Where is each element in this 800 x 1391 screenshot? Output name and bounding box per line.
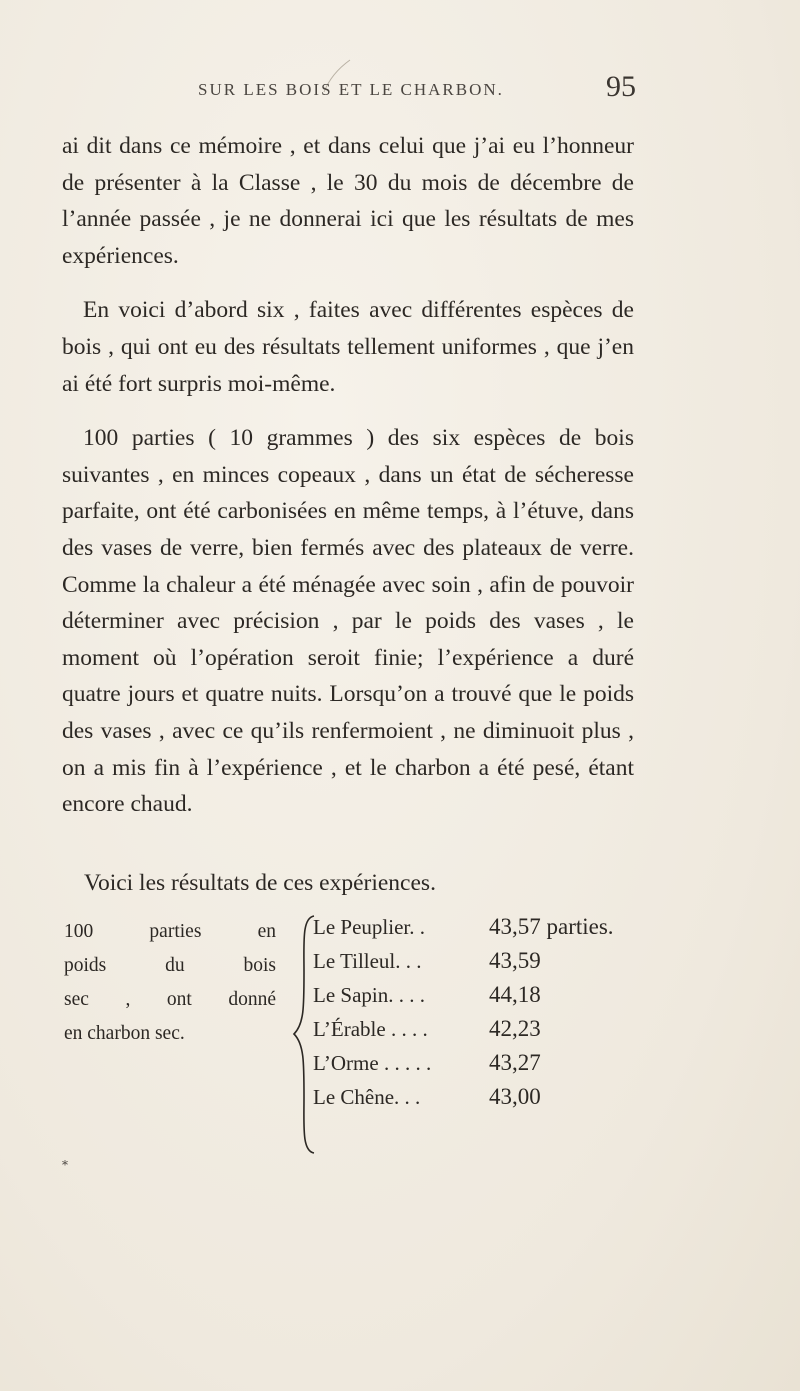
table-row bbox=[313, 1016, 663, 1050]
table-row bbox=[313, 914, 663, 948]
page-number: 95 bbox=[606, 70, 636, 103]
side-label-line: en charbon sec. bbox=[64, 1023, 185, 1044]
wood-name: Le Tilleul. . . bbox=[313, 949, 422, 973]
charcoal-value: 43,00 bbox=[489, 1084, 541, 1109]
side-label-line: 100 parties en bbox=[64, 921, 276, 942]
wood-name: L’Orme . . . . . bbox=[313, 1051, 432, 1075]
paragraph-3: 100 parties ( 10 grammes ) des six espèces de bois suivantes , en minces copeaux , dans un état de sécheresse parfaite, ont été carbonisées en même temps, à l’étuve, dans des vases de verre, bien fermés avec des plateaux de verre. Comme la chaleur a été ménagée avec soin , afin de pouvoir déterminer avec précision , par le poids des vases , le moment où l’opération seroit finie; l’expérience a duré quatre jours et quatre nuits. Lorsqu’on a trouvé que le poids des vases , avec ce qu’ils renfermoient , ne diminuoit plus , on a mis fin à l’expérience , et le charbon a été pesé, étant encore chaud. bbox=[62, 425, 634, 818]
paragraph-1: ai dit dans ce mémoire , et dans celui que j’ai eu l’honneur de présenter à la Classe , le 30 du mois de décembre de l’année passée , je ne donnerai ici que les résultats de mes expériences. bbox=[62, 133, 634, 269]
side-label-line: poids du bois bbox=[64, 955, 276, 976]
side-label-line: sec , ont donné bbox=[64, 989, 276, 1010]
results-intro: Voici les résultats de ces expériences. bbox=[84, 870, 436, 896]
body-text bbox=[62, 128, 634, 823]
charcoal-value: 44,18 bbox=[489, 982, 541, 1007]
charcoal-value: 43,57 parties. bbox=[489, 914, 614, 939]
table-row bbox=[313, 1084, 663, 1118]
charcoal-value: 43,59 bbox=[489, 948, 541, 973]
table-row bbox=[313, 1050, 663, 1084]
wood-name: Le Chêne. . . bbox=[313, 1085, 421, 1109]
running-title: SUR LES BOIS ET LE CHARBON. bbox=[198, 80, 504, 99]
table-row bbox=[313, 948, 663, 982]
paragraph-2: En voici d’abord six , faites avec différentes espèces de bois , qui ont eu des résultats tellement uniformes , que j’en ai été fort surpris moi-même. bbox=[62, 297, 634, 397]
wood-name: Le Peuplier. . bbox=[313, 915, 425, 939]
wood-name: L’Érable . . . . bbox=[313, 1017, 428, 1041]
footer-mark: * bbox=[62, 1158, 68, 1172]
wood-name: Le Sapin. . . . bbox=[313, 983, 425, 1007]
charcoal-value: 42,23 bbox=[489, 1016, 541, 1041]
table-row bbox=[313, 982, 663, 1016]
charcoal-value: 43,27 bbox=[489, 1050, 541, 1075]
results-table bbox=[313, 914, 663, 1118]
results-side-label bbox=[64, 915, 276, 1051]
